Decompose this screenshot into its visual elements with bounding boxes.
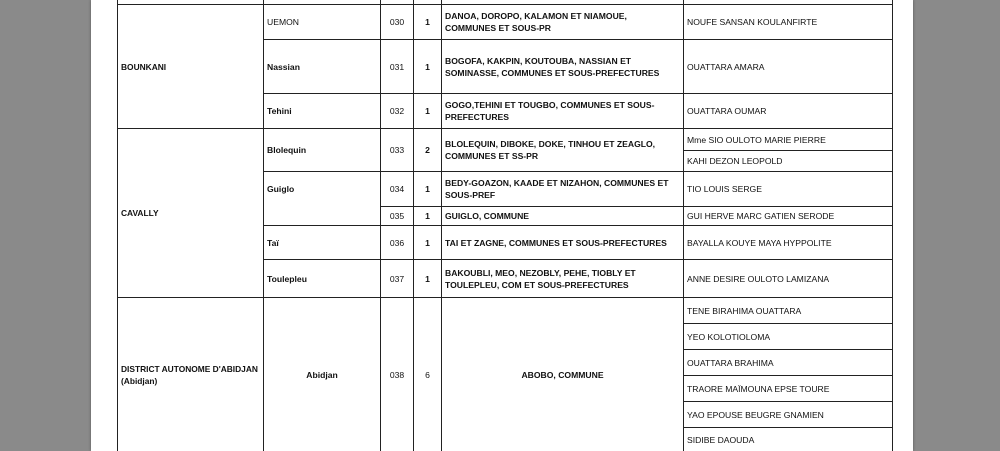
seats-cell: 1 xyxy=(425,106,430,116)
candidate-name: OUATTARA AMARA xyxy=(687,61,765,72)
candidate-name: Mme SIO OULOTO MARIE PIERRE xyxy=(687,134,826,145)
seats-cell: 2 xyxy=(425,145,430,155)
code-cell: 030 xyxy=(389,17,405,27)
candidate-name: OUATTARA BRAHIMA xyxy=(687,357,774,368)
candidate-name: OUATTARA OUMAR xyxy=(687,106,767,116)
candidate-name: TIO LOUIS SERGE xyxy=(687,184,762,194)
seats-cell: 1 xyxy=(425,17,430,27)
code-cell: 038 xyxy=(389,369,405,380)
department-cell: Nassian xyxy=(267,61,300,72)
circonscription-description: BOGOFA, KAKPIN, KOUTOUBA, NASSIAN ET SOMINASSE, COMMUNES ET SOUS-PREFECTURES xyxy=(445,55,660,78)
candidate-name: KAHI DEZON LEOPOLD xyxy=(687,156,783,166)
department-cell: Abidjan xyxy=(306,369,338,380)
circonscription-description: GOGO,TEHINI ET TOUGBO, COMMUNES ET SOUS-PREFECTURES xyxy=(445,100,655,122)
circonscription-description: BAKOUBLI, MEO, NEZOBLY, PEHE, TIOBLY ET TOULEPLEU, COM ET SOUS-PREFECTURES xyxy=(445,267,636,290)
candidate-name: NOUFE SANSAN KOULANFIRTE xyxy=(687,17,818,27)
circonscription-description: DANOA, DOROPO, KALAMON ET NIAMOUE, COMMUNES ET SOUS-PR xyxy=(445,11,627,33)
candidate-name: BAYALLA KOUYE MAYA HYPPOLITE xyxy=(687,237,832,248)
seats-cell: 1 xyxy=(425,211,430,221)
seats-cell: 6 xyxy=(425,369,430,380)
deputies-table xyxy=(91,0,913,451)
region-cell: CAVALLY xyxy=(121,208,159,218)
department-cell: Taï xyxy=(267,237,279,248)
region-cell: BOUNKANI xyxy=(121,61,167,72)
department-cell: Toulepleu xyxy=(267,273,307,284)
code-cell: 033 xyxy=(389,145,405,155)
candidate-name: TRAORE MAÏMOUNA EPSE TOURE xyxy=(687,383,830,394)
department-cell: Tehini xyxy=(267,106,292,116)
code-cell: 034 xyxy=(389,184,405,194)
document-page xyxy=(91,0,913,451)
circonscription-description: BLOLEQUIN, DIBOKE, DOKE, TINHOU ET ZEAGLO, COMMUNES ET SS-PR xyxy=(445,139,656,161)
circonscription-description: ABOBO, COMMUNE xyxy=(521,369,604,380)
candidate-name: SIDIBE DAOUDA xyxy=(687,434,755,445)
circonscription-description: GUIGLO, COMMUNE xyxy=(445,211,530,221)
seats-cell: 1 xyxy=(425,273,430,284)
seats-cell: 1 xyxy=(425,237,430,248)
code-cell: 031 xyxy=(389,61,405,72)
candidate-name: GUI HERVE MARC GATIEN SERODE xyxy=(687,211,835,221)
candidate-name: YEO KOLOTIOLOMA xyxy=(687,331,771,342)
code-cell: 037 xyxy=(389,273,405,284)
department-cell: Guiglo xyxy=(267,184,295,194)
circonscription-description: BEDY-GOAZON, KAADE ET NIZAHON, COMMUNES ET SOUS-PREF xyxy=(445,178,669,200)
code-cell: 036 xyxy=(389,237,405,248)
candidate-name: YAO EPOUSE BEUGRE GNAMIEN xyxy=(687,409,824,420)
code-cell: 035 xyxy=(389,211,405,221)
candidate-name: ANNE DESIRE OULOTO LAMIZANA xyxy=(687,273,830,284)
department-cell: Blolequin xyxy=(267,145,307,155)
region-cell: DISTRICT AUTONOME D'ABIDJAN (Abidjan) xyxy=(121,363,258,386)
candidate-name: TENE BIRAHIMA OUATTARA xyxy=(687,305,802,316)
seats-cell: 1 xyxy=(425,61,430,72)
seats-cell: 1 xyxy=(425,184,430,194)
department-cell: UEMON xyxy=(267,17,299,27)
code-cell: 032 xyxy=(389,106,405,116)
circonscription-description: TAI ET ZAGNE, COMMUNES ET SOUS-PREFECTURES xyxy=(445,237,667,248)
